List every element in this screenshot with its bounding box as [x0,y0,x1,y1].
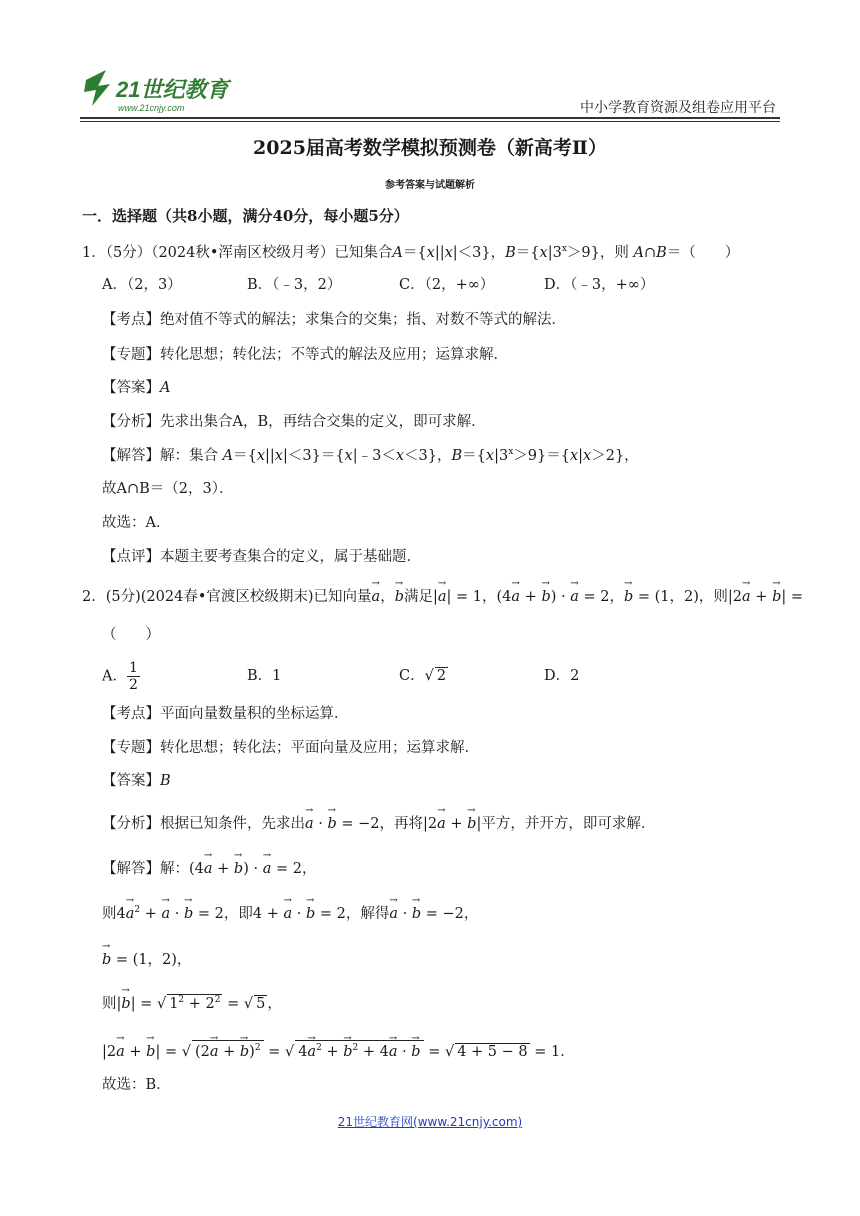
q2-choose: 故选：B． [102,1077,171,1093]
q2-kaodian: 【考点】平面向量数量积的坐标运算． [102,706,349,722]
q2-step-1: 则$4\to a^2$ + → a · → b = 2，即4 + → a · → b = 2，解得→ a · → b = −2， [102,902,478,923]
q2-step-3: 则|→ b| = √ $1^2 + 2^2$ = √ 5 ， [102,992,282,1013]
section-heading: 一．选择题（共8小题，满分40分，每小题5分） [82,207,409,225]
q2-option-a: A． $\frac{1}{2}$ [102,660,138,693]
q1-fenxi: 【分析】先求出集合A，B，再结合交集的定义，即可求解． [102,414,486,430]
q2-step-4: |2→ a + → b| = √ (2→ a + → b)$^2$ = √ $4\to a^2$ + → $b^2 + 4\to a$ · → b = √ 4 + 5 − 8 = 1． [102,1040,575,1061]
q2-option-c: C．√ 2 [399,668,447,684]
q2-stem: 2．(5分)(2024春•官渡区校级期末)已知向量→ a，→ b满足|→ a| = 1，(4→ a + → b) · → a = 2，→ b = (1，2)，则|2→ a + → b| = [82,585,803,606]
q2-jieda: 【解答】解：(4→ a + → b) · → a = 2， [102,857,316,878]
platform-name: 中小学教育资源及组卷应用平台 [580,100,776,116]
svg-text:www.21cnjy.com: www.21cnjy.com [118,103,185,113]
svg-text:21世纪教育: 21世纪教育 [116,77,229,102]
q2-fenxi: 【分析】根据已知条件，先求出→ a · → b = −2，再将|2→ a + → b|平方，并开方，即可求解． [102,812,655,833]
runner-logo-icon [84,70,110,106]
q1-dianping: 【点评】本题主要考查集合的定义，属于基础题． [102,549,421,565]
header-divider-thin [80,121,780,122]
q2-option-b: B．1 [247,668,282,684]
q1-option-b: B．（﹣3，2） [247,277,342,293]
q1-answer: 【答案】A [102,380,171,396]
q1-conclusion: 故A∩B＝（2，3）． [102,481,234,497]
q1-jieda: 【解答】解：集合 A＝{x||x|＜3}＝{x|﹣3＜x＜3}，$B=\{x|3^x>9\}=\{x|x>2\}$， [102,447,639,464]
q1-option-a: A．（2，3） [102,277,182,293]
site-logo [80,66,250,116]
header-divider [80,117,780,119]
q1-stem: 1．（5分）（2024秋•浑南区校级月考）已知集合A＝{x||x|＜3}，$B=\{x|3^x>9\}$，则 A∩B＝（ ） [82,244,740,261]
q2-zhuanti: 【专题】转化思想；转化法；平面向量及应用；运算求解． [102,740,479,756]
q1-option-c: C．（2，+∞） [399,277,495,293]
q2-option-d: D．2 [544,668,580,684]
q2-blank: （ ） [102,627,160,643]
q2-step-2: → b = (1，2)， [102,948,191,969]
q1-choose: 故选：A． [102,515,171,531]
q1-option-d: D．（﹣3，+∞） [544,277,655,293]
page-subtitle: 参考答案与试题解析 [385,180,475,191]
q1-zhuanti: 【专题】转化思想；转化法；不等式的解法及应用；运算求解． [102,347,508,363]
q1-kaodian: 【考点】绝对值不等式的解法；求集合的交集；指、对数不等式的解法． [102,312,566,328]
page-title: 2025届高考数学模拟预测卷（新高考Ⅱ） [253,137,607,159]
q2-answer: 【答案】B [102,773,171,789]
footer-link[interactable]: 21世纪教育网(www.21cnjy.com) [337,1115,523,1129]
